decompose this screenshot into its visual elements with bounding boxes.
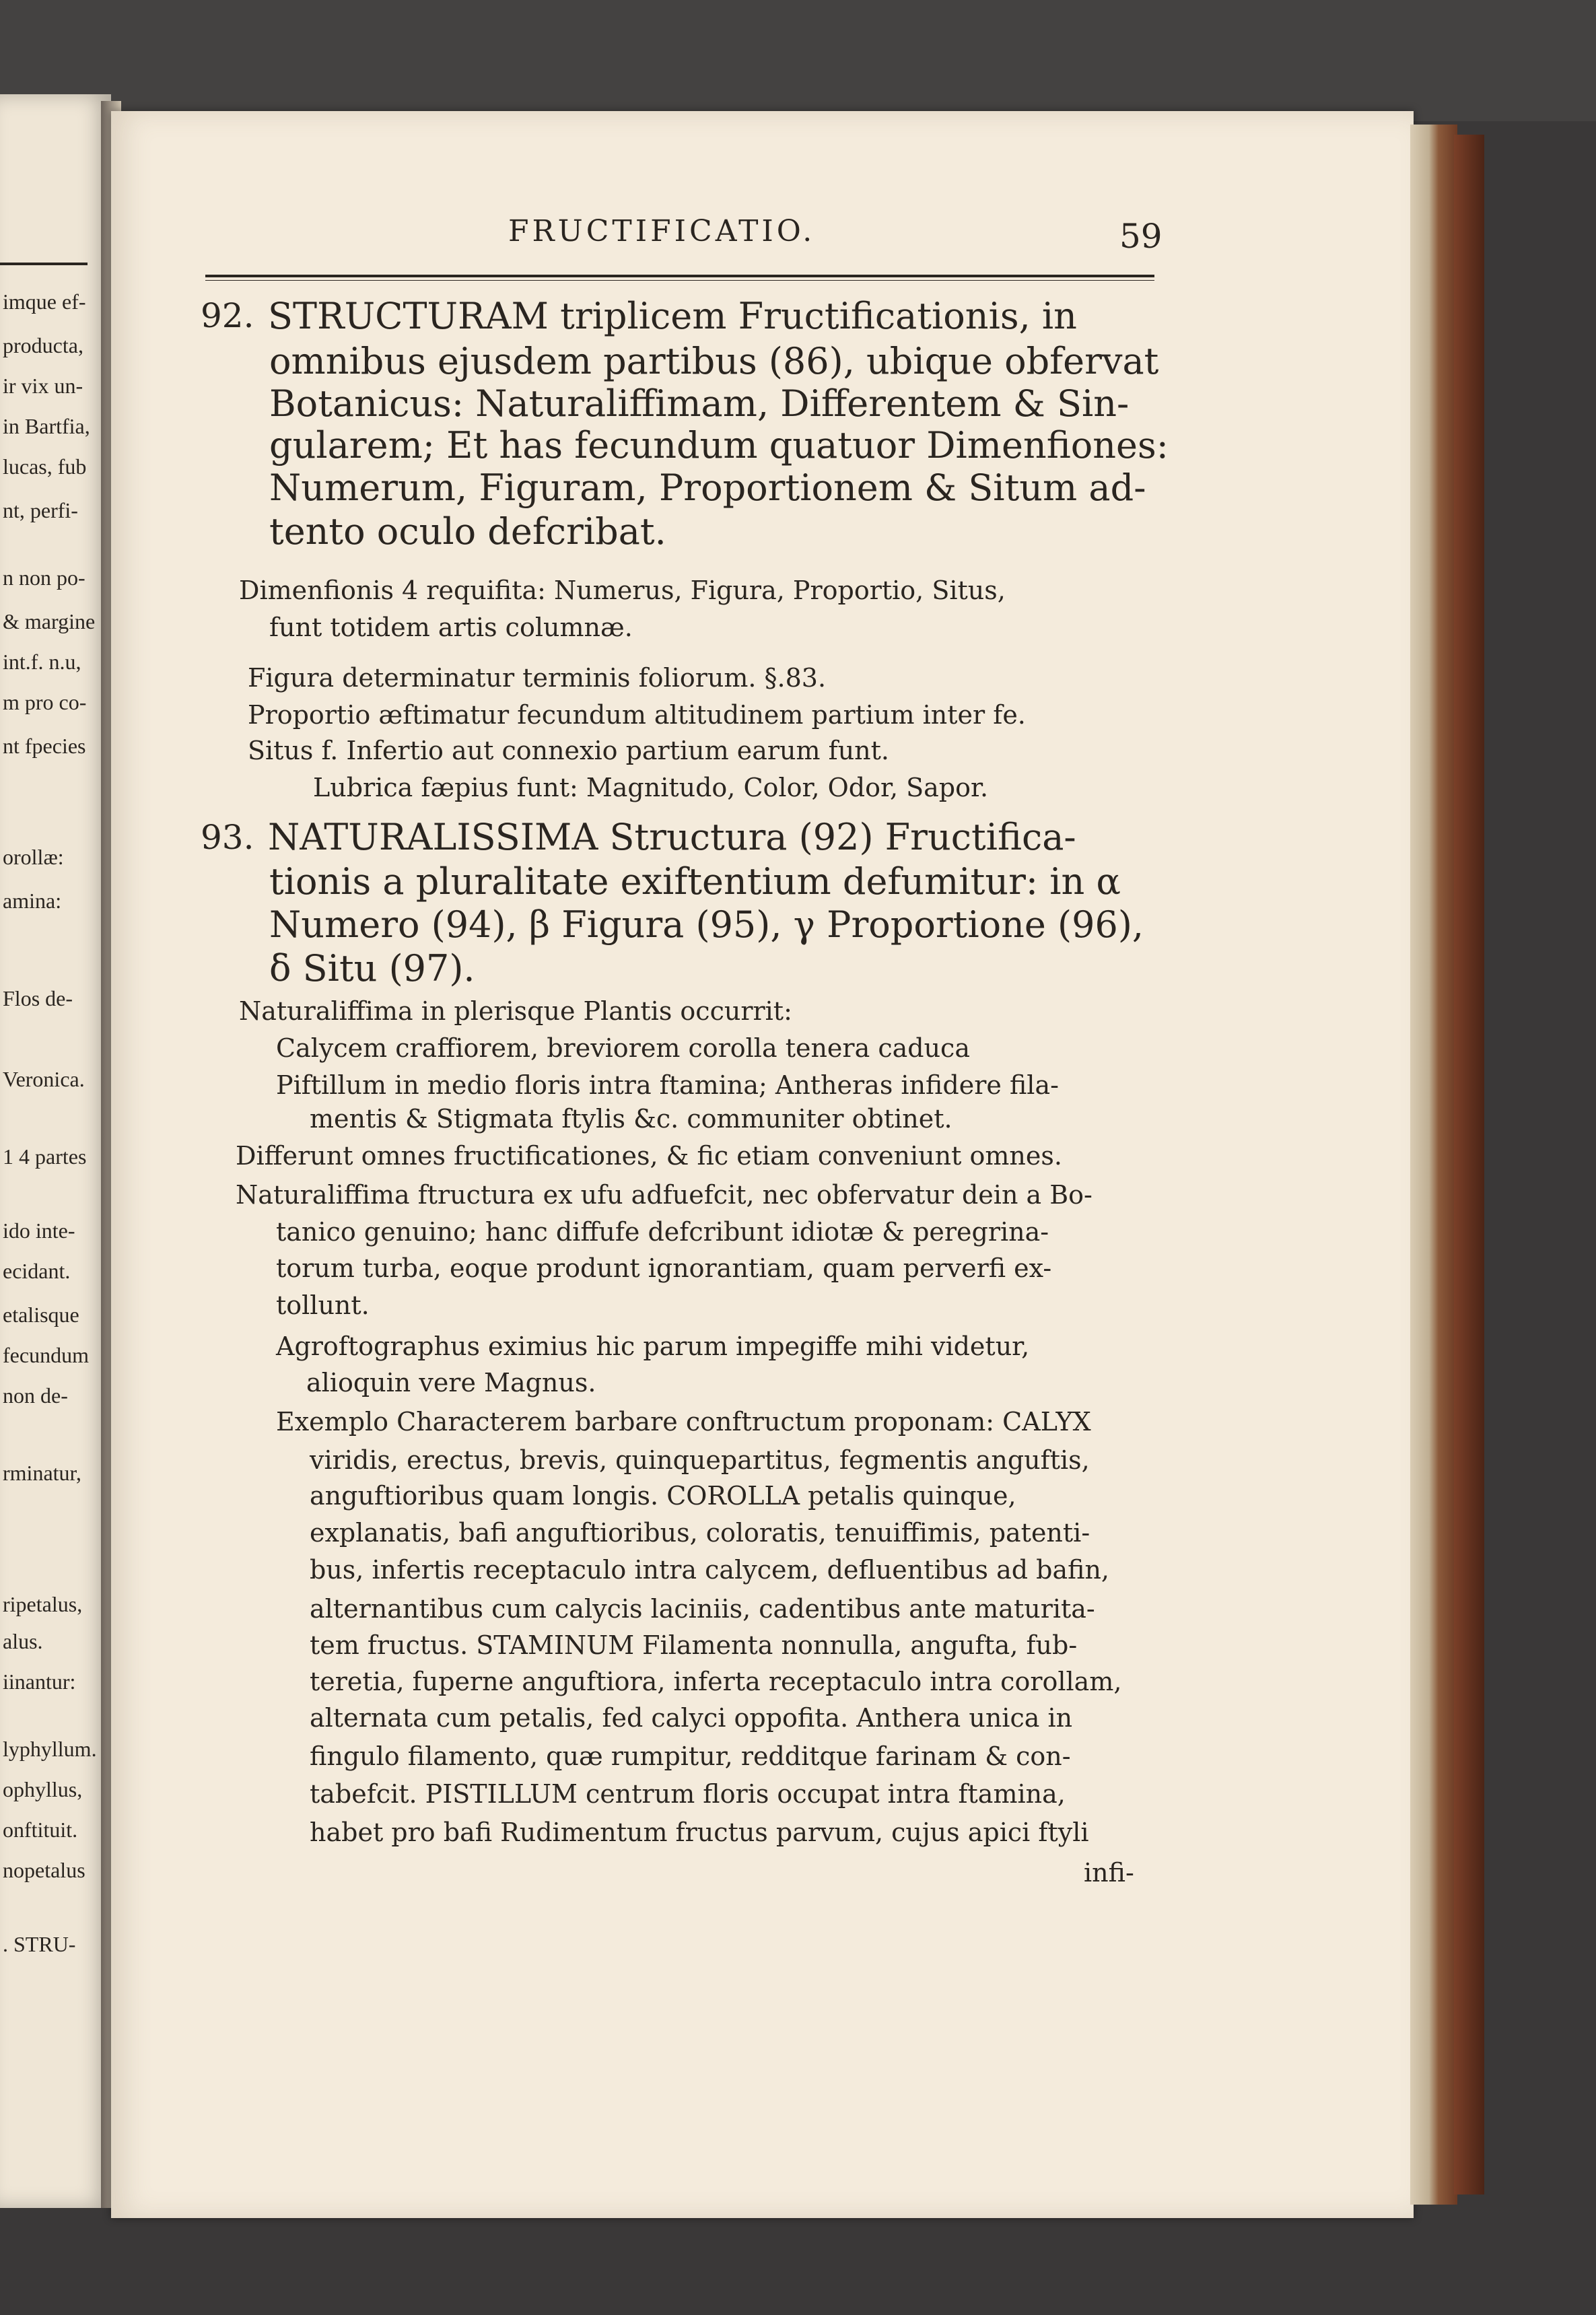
note-line: Situs f. Infertio aut connexio partium earum funt. — [248, 736, 889, 765]
left-page-fragment: producta, — [3, 333, 83, 357]
left-page-fragment: onftituit. — [3, 1818, 78, 1842]
note-line: teretia, fuperne anguftiora, inferta receptaculo intra corollam, — [310, 1667, 1122, 1696]
note-line: Naturaliffima in plerisque Plantis occurrit: — [239, 996, 792, 1026]
note-line: tabefcit. PISTILLUM centrum floris occupat intra ftamina, — [310, 1779, 1066, 1809]
left-page-fragment: amina: — [3, 889, 62, 913]
note-line: fingulo filamento, quæ rumpitur, redditque farinam & con- — [310, 1741, 1071, 1771]
note-line: explanatis, bafi anguftioribus, coloratis, tenuiffimis, patenti- — [310, 1518, 1090, 1548]
left-page-fragment: alus. — [3, 1629, 43, 1653]
left-page-fragment: int.f. n.u, — [3, 650, 81, 674]
page-edges — [1410, 125, 1457, 2205]
note-line: tem fructus. STAMINUM Filamenta nonnulla, angufta, fub- — [310, 1630, 1078, 1660]
note-line: Naturaliffima ftructura ex ufu adfuefcit, nec obfervatur dein a Bo- — [236, 1180, 1092, 1210]
note-line: Calycem craffiorem, breviorem corolla tenera caduca — [276, 1033, 970, 1063]
note-line: alioquin vere Magnus. — [306, 1368, 596, 1397]
paragraph-line: Numerum, Figuram, Proportionem & Situm ad- — [269, 467, 1146, 509]
left-page-fragment: Veronica. — [3, 1067, 85, 1091]
note-line: Agroftographus eximius hic parum impegiffe mihi videtur, — [276, 1332, 1030, 1361]
note-line: Dimenfionis 4 requifita: Numerus, Figura, Proportio, Situs, — [239, 576, 1006, 605]
note-line: mentis & Stigmata ftylis &c. communiter obtinet. — [310, 1104, 952, 1134]
left-page-fragment: in Bartfia, — [3, 414, 90, 438]
note-line: alternantibus cum calycis laciniis, cadentibus ante maturita- — [310, 1594, 1095, 1624]
left-page-fragment: orollæ: — [3, 845, 64, 869]
note-line: funt totidem artis columnæ. — [269, 613, 633, 642]
left-page-fragment: n non po- — [3, 565, 85, 590]
left-page-fragment: ecidant. — [3, 1259, 71, 1283]
note-line: torum turba, eoque produnt ignorantiam, quam perverfi ex- — [276, 1253, 1052, 1283]
paragraph-line: omnibus ejusdem partibus (86), ubique obfervat — [269, 340, 1159, 382]
paragraph-line: tento oculo defcribat. — [269, 510, 666, 553]
left-page-fragment: etalisque — [3, 1303, 79, 1327]
running-title: FRUCTIFICATIO. — [508, 214, 816, 248]
note-line: alternata cum petalis, fed calyci oppofita. Anthera unica in — [310, 1703, 1073, 1733]
note-line: Piftillum in medio floris intra ftamina; Antheras infidere fila- — [276, 1070, 1059, 1100]
left-page-fragment: nt fpecies — [3, 734, 86, 758]
left-page-fragment: lyphyllum. — [3, 1737, 97, 1761]
left-page — [0, 94, 111, 2208]
note-line: Lubrica fæpius funt: Magnitudo, Color, Odor, Sapor. — [313, 773, 989, 802]
note-line: Figura determinatur terminis foliorum. §.83. — [248, 663, 827, 693]
left-page-fragment: Flos de- — [3, 986, 73, 1010]
book-cover-edge — [1454, 135, 1484, 2195]
left-page-fragment: ripetalus, — [3, 1592, 83, 1616]
left-page-fragment: rminatur, — [3, 1461, 81, 1485]
note-line: infi- — [1084, 1858, 1134, 1888]
header-rule — [205, 275, 1154, 277]
paragraph-line: STRUCTURAM triplicem Fructificationis, in — [268, 295, 1077, 337]
left-page-fragment: ido inte- — [3, 1218, 75, 1243]
paragraph-line: Numero (94), β Figura (95), γ Proportione (96), — [269, 903, 1144, 946]
note-line: Differunt omnes fructificationes, & fic etiam conveniunt omnes. — [236, 1141, 1062, 1171]
note-line: viridis, erectus, brevis, quinquepartitus, fegmentis anguftis, — [310, 1445, 1090, 1475]
background-top — [0, 0, 1596, 121]
paragraph-line: NATURALISSIMA Structura (92) Fructifica- — [268, 816, 1076, 858]
left-page-fragment: non de- — [3, 1383, 68, 1408]
left-page-fragment: ophyllus, — [3, 1777, 83, 1801]
page-number: 59 — [1119, 217, 1163, 256]
left-page-fragment: m pro co- — [3, 690, 87, 714]
note-line: anguftioribus quam longis. COROLLA petalis quinque, — [310, 1481, 1016, 1511]
paragraph-line: gularem; Et has fecundum quatuor Dimenfiones: — [269, 424, 1169, 467]
left-page-fragment: lucas, fub — [3, 454, 87, 479]
paragraph-line: Botanicus: Naturaliffimam, Differentem & Sin- — [269, 382, 1130, 425]
section-number: 93. — [201, 818, 254, 857]
header-rule-thin — [205, 280, 1154, 281]
left-page-fragment: imque ef- — [3, 289, 86, 314]
note-line: habet pro bafi Rudimentum fructus parvum, cujus apici ftyli — [310, 1818, 1089, 1847]
left-page-fragment: fecundum — [3, 1343, 89, 1367]
paragraph-line: δ Situ (97). — [269, 947, 475, 990]
left-page-fragment: . STRU- — [3, 1932, 76, 1956]
left-page-fragment: nopetalus — [3, 1858, 85, 1882]
paragraph-line: tionis a pluralitate exiftentium defumitur: in α — [269, 860, 1121, 903]
left-page-fragment: iinantur: — [3, 1669, 76, 1694]
section-number: 92. — [201, 296, 254, 335]
left-page-rule — [0, 263, 88, 265]
note-line: Proportio æftimatur fecundum altitudinem partium inter fe. — [248, 700, 1026, 730]
note-line: tanico genuino; hanc diffufe defcribunt idiotæ & peregrina- — [276, 1217, 1049, 1247]
note-line: Exemplo Characterem barbare conftructum proponam: CALYX — [276, 1407, 1091, 1437]
note-line: bus, infertis receptaculo intra calycem, defluentibus ad bafin, — [310, 1555, 1110, 1585]
left-page-fragment: 1 4 partes — [3, 1144, 87, 1169]
left-page-fragment: & margine — [3, 609, 96, 633]
note-line: tollunt. — [276, 1290, 370, 1320]
left-page-fragment: ir vix un- — [3, 374, 83, 398]
left-page-fragment: nt, perfi- — [3, 498, 78, 522]
